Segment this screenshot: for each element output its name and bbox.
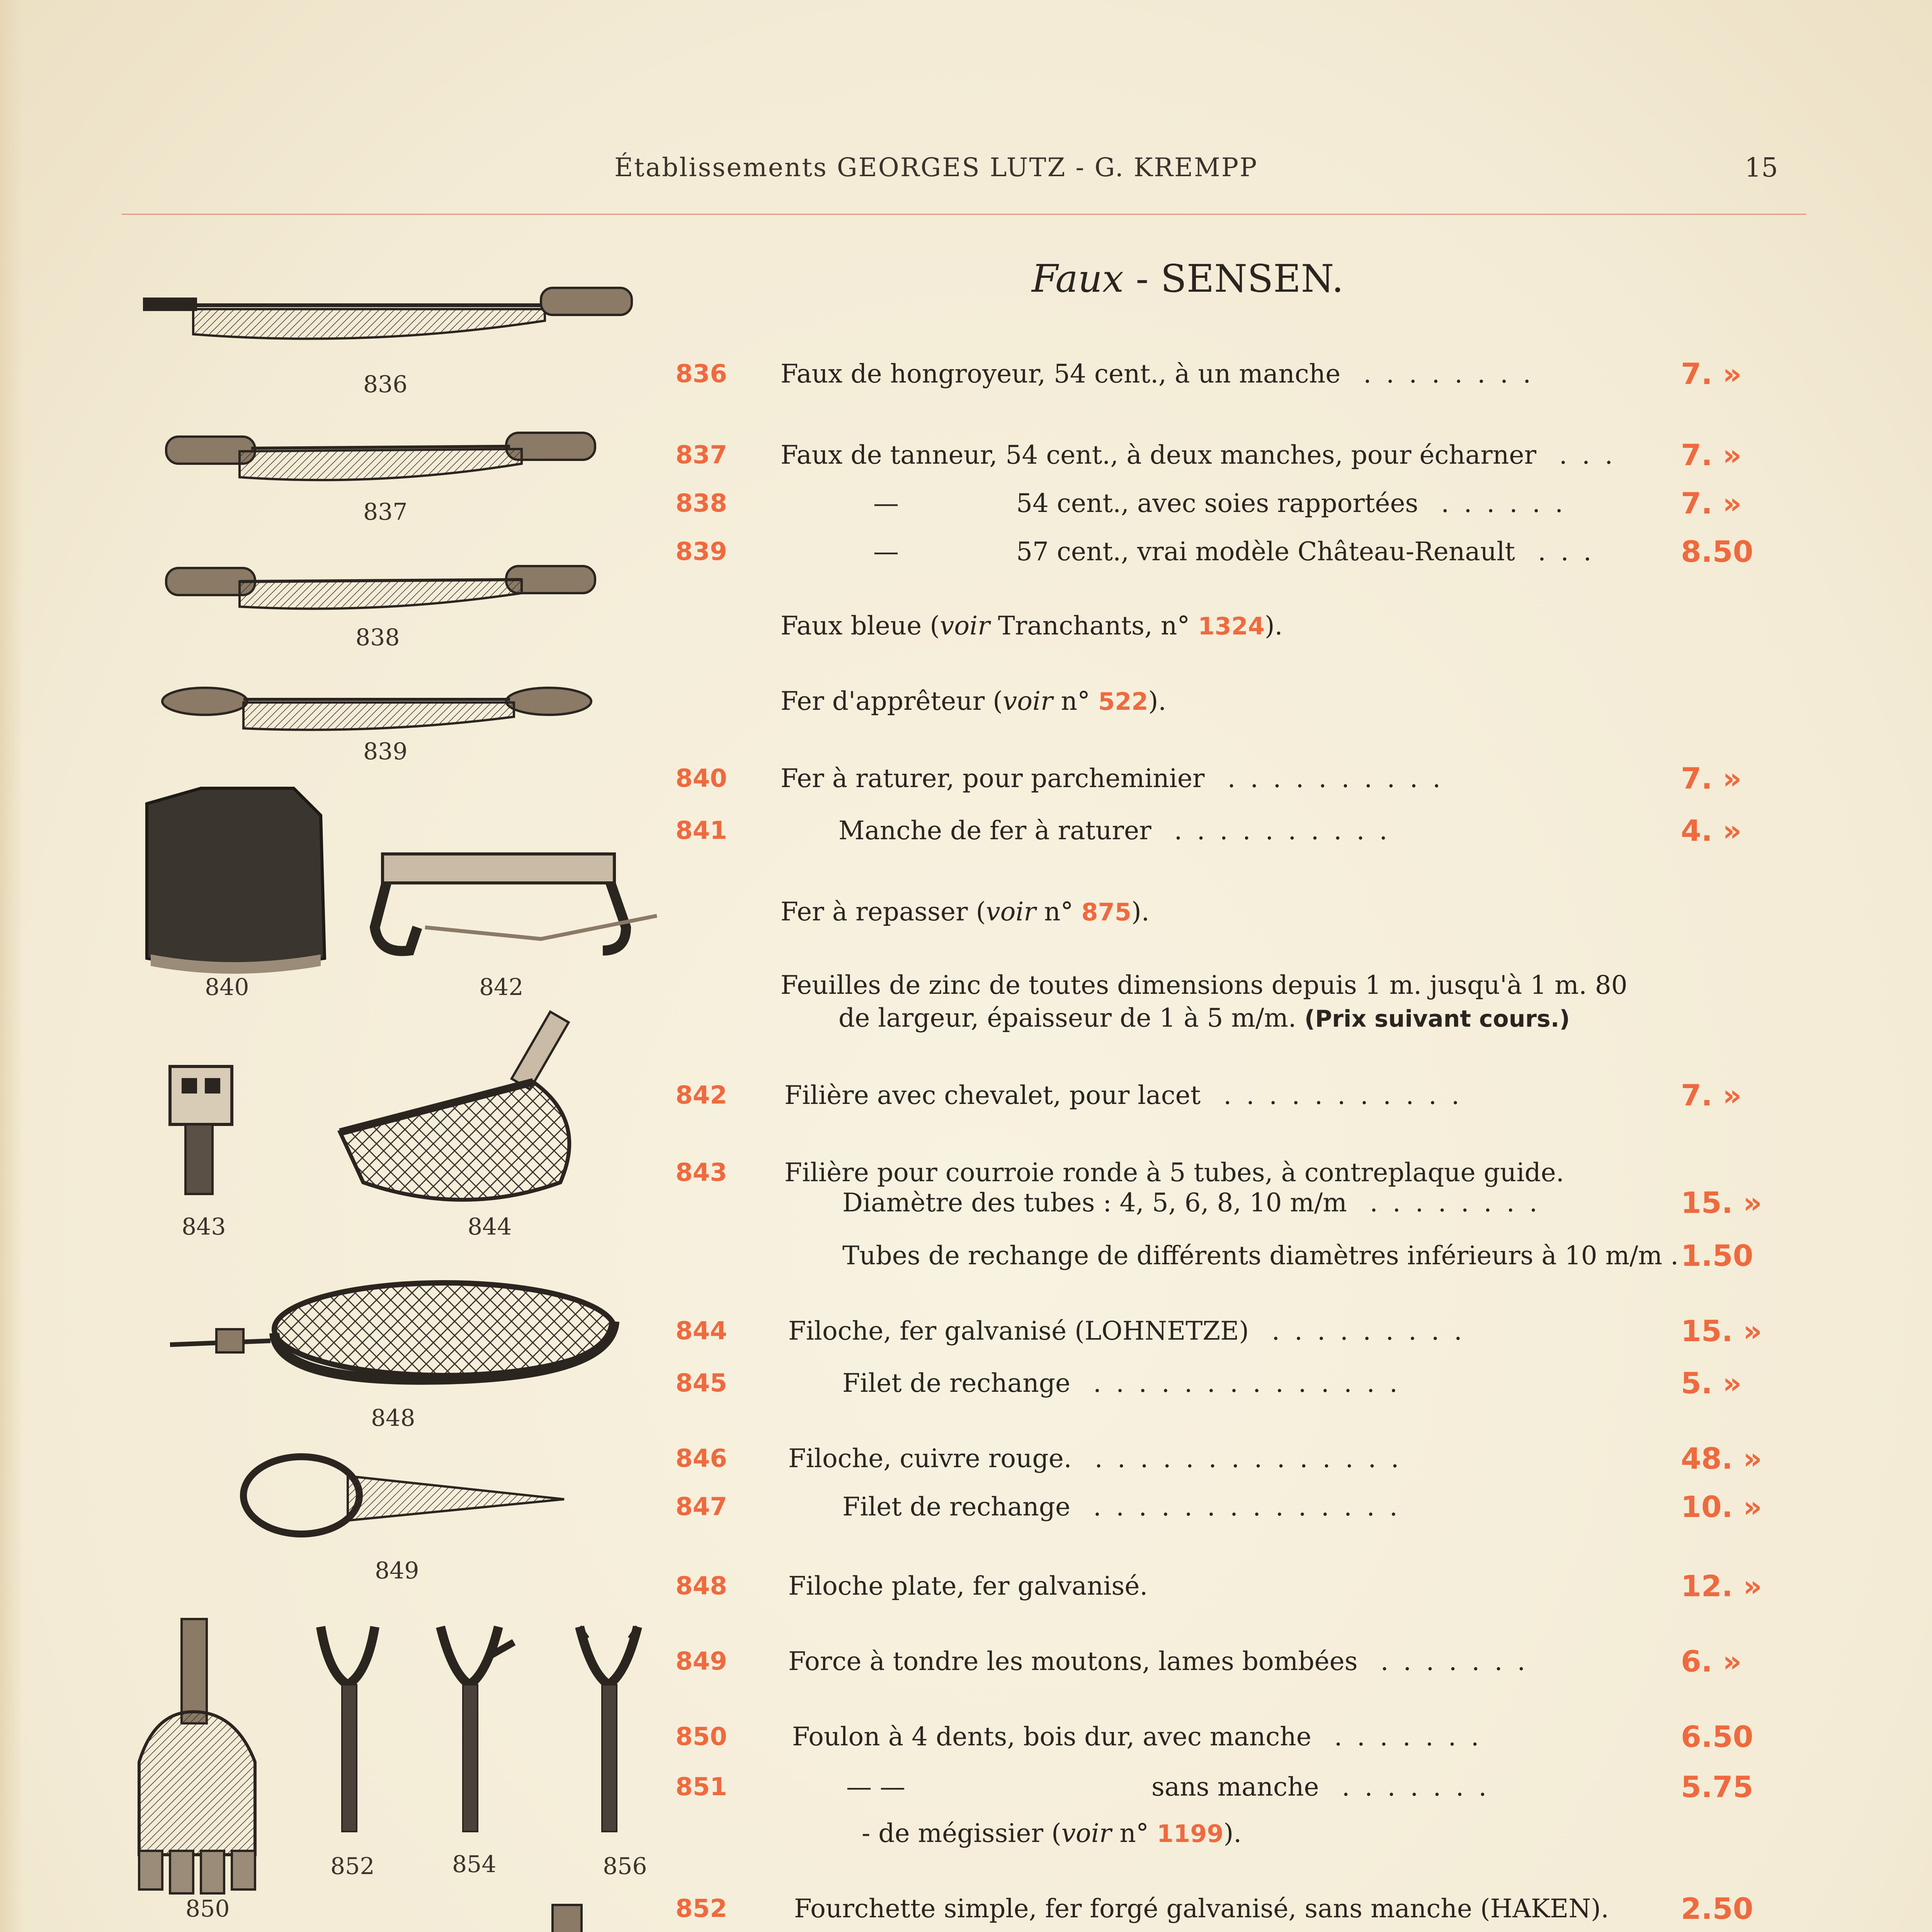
note-line-1: Feuilles de zinc de toutes dimensions depuis 1 m. jusqu'à 1 m. 80 — [781, 970, 1628, 1000]
item-description: Tubes de rechange de différents diamètres inférieurs à 10 m/m . — [842, 1241, 1679, 1270]
item-price: 1.50 — [1681, 1238, 1753, 1273]
item-ref: 841 — [675, 816, 727, 845]
item-price: 5. » — [1681, 1366, 1742, 1400]
item-price: 6.50 — [1681, 1719, 1753, 1754]
item-price: 15. » — [1681, 1185, 1762, 1220]
item-ref: 843 — [675, 1158, 727, 1187]
catalog-entry — [657, 1076, 1847, 1115]
item-description: Filoche plate, fer galvanisé. — [788, 1571, 1148, 1601]
catalog-entry — [657, 1768, 1847, 1806]
figure-label-848: 848 — [371, 1405, 415, 1432]
scraper-840-illustration — [147, 788, 325, 974]
item-description: Faux de tanneur, 54 cent., à deux manches, pour écharner ... — [781, 440, 1628, 470]
fuller-850-illustration — [139, 1619, 255, 1893]
illustrations-column — [0, 0, 692, 1932]
item-description: Manche de fer à raturer .......... — [838, 816, 1402, 845]
figure-label-856: 856 — [603, 1853, 647, 1880]
inline-ref: 522 — [1098, 687, 1148, 716]
item-ref: 850 — [675, 1723, 727, 1751]
figure-label-850: 850 — [185, 1895, 230, 1922]
die-843-illustration — [170, 1066, 232, 1194]
catalog-entry — [657, 1718, 1847, 1756]
note-line-2: de largeur, épaisseur de 1 à 5 m/m. (Prix suivant cours.) — [838, 1003, 1570, 1033]
figure-label-842: 842 — [479, 974, 524, 1001]
item-description: Filet de rechange .............. — [842, 1492, 1412, 1522]
figure-label-849: 849 — [375, 1557, 419, 1584]
item-price: 7. » — [1681, 1078, 1742, 1112]
catalog-entry — [657, 532, 1847, 571]
item-ref: 849 — [675, 1647, 727, 1676]
scythe-836-illustration — [143, 288, 632, 339]
item-price: 5.75 — [1681, 1770, 1753, 1804]
catalog-entry — [657, 1236, 1847, 1275]
item-ref: 845 — [675, 1369, 727, 1398]
catalog-entry — [657, 1488, 1847, 1526]
figure-label-838: 838 — [355, 624, 400, 651]
item-ref: 836 — [675, 360, 727, 388]
running-head: Établissements GEORGES LUTZ - G. KREMPP — [614, 153, 1258, 182]
item-price: 7. » — [1681, 438, 1742, 472]
catalog-entry-continuation — [657, 1184, 1847, 1222]
inline-ref: 1199 — [1156, 1820, 1224, 1848]
flat-sieve-848-illustration — [170, 1283, 614, 1380]
item-ref: 838 — [675, 489, 727, 518]
catalog-entry — [657, 436, 1847, 474]
catalog-entry — [657, 1439, 1847, 1478]
item-price: 48. » — [1681, 1441, 1762, 1476]
inline-ref: 875 — [1081, 898, 1131, 926]
item-description: sans manche ....... — [1151, 1772, 1502, 1802]
item-description: Fer à raturer, pour parcheminier .......... — [781, 764, 1456, 793]
ditto-mark: — — [873, 488, 899, 518]
pitchfork-860-illustration — [502, 1905, 638, 1932]
catalog-entry — [657, 1312, 1847, 1350]
scythe-837-illustration — [166, 433, 595, 480]
item-price: 7. » — [1681, 357, 1742, 391]
section-title-dash: - — [1136, 257, 1149, 301]
figure-label-839: 839 — [363, 738, 408, 765]
item-ref: 842 — [675, 1081, 727, 1110]
item-ref: 837 — [675, 441, 727, 469]
item-description-line-1: Filière pour courroie ronde à 5 tubes, à contreplaque guide. — [784, 1158, 1564, 1187]
item-description: Filet de rechange .............. — [842, 1368, 1412, 1398]
item-ref: 851 — [675, 1773, 727, 1801]
item-price: 7. » — [1681, 761, 1742, 796]
figure-label-854: 854 — [452, 1851, 497, 1878]
cross-reference: Fer d'apprêteur (voir n° 522). — [781, 686, 1167, 716]
ditto-mark: — — [873, 537, 899, 566]
item-ref: 847 — [675, 1493, 727, 1521]
figure-label-852: 852 — [330, 1853, 375, 1880]
item-ref: 844 — [675, 1317, 727, 1345]
scythe-838-illustration — [166, 566, 595, 609]
fork-852-illustration — [321, 1627, 375, 1832]
item-description: Fourchette simple, fer forgé galvanisé, sans manche (HAKEN). — [794, 1894, 1609, 1923]
item-description: Foulon à 4 dents, bois dur, avec manche ....... — [792, 1722, 1494, 1752]
page-number: 15 — [1745, 153, 1778, 183]
item-ref: 839 — [675, 537, 727, 566]
cross-reference: - de mégissier (voir n° 1199). — [862, 1818, 1242, 1848]
scoop-net-844-illustration — [340, 1012, 569, 1200]
fork-854-illustration — [440, 1627, 514, 1832]
item-ref: 848 — [675, 1572, 727, 1600]
item-price: 7. » — [1681, 486, 1742, 520]
figure-label-840: 840 — [205, 974, 249, 1001]
item-price: 4. » — [1681, 813, 1742, 848]
inline-ref: 1324 — [1198, 612, 1265, 640]
item-ref: 852 — [675, 1895, 727, 1923]
figure-label-837: 837 — [363, 498, 408, 526]
figure-label-843: 843 — [182, 1213, 226, 1240]
figure-label-836: 836 — [363, 371, 408, 398]
section-title — [1032, 257, 1344, 301]
item-description: 54 cent., avec soies rapportées ...... — [1016, 488, 1578, 518]
section-title-de: SENSEN. — [1160, 257, 1344, 301]
item-price: 10. » — [1681, 1490, 1762, 1524]
item-ref: 840 — [675, 764, 727, 793]
catalog-entry — [657, 759, 1847, 798]
item-price: 12. » — [1681, 1569, 1762, 1603]
catalog-entry — [657, 811, 1847, 850]
item-description: Faux de hongroyeur, 54 cent., à un manche ........ — [781, 359, 1546, 389]
item-price: 8.50 — [1681, 534, 1753, 569]
item-description: Force à tondre les moutons, lames bombées ....... — [788, 1646, 1540, 1676]
item-price: 2.50 — [1681, 1891, 1753, 1926]
catalog-entry — [657, 1364, 1847, 1403]
item-ref: 846 — [675, 1444, 727, 1473]
item-description: Filière avec chevalet, pour lacet ........... — [784, 1080, 1475, 1110]
catalog-note — [657, 999, 1847, 1037]
catalog-entry — [657, 484, 1847, 523]
fork-856-illustration — [580, 1627, 638, 1832]
catalog-entry — [657, 1889, 1847, 1928]
item-description-line-2: Diamètre des tubes : 4, 5, 6, 8, 10 m/m ........ — [842, 1188, 1552, 1218]
scythe-839-illustration — [162, 688, 591, 730]
figure-label-844: 844 — [468, 1213, 512, 1240]
catalog-entry — [657, 355, 1847, 393]
section-title-fr: Faux — [1032, 257, 1124, 301]
catalog-entry — [657, 1567, 1847, 1605]
catalog-entry — [657, 1642, 1847, 1681]
item-price: 15. » — [1681, 1314, 1762, 1348]
ditto-mark: — — — [846, 1772, 905, 1802]
item-description: 57 cent., vrai modèle Château-Renault ... — [1016, 537, 1606, 566]
shears-849-illustration — [243, 1457, 564, 1534]
item-description: Filoche, fer galvanisé (LOHNETZE) ......... — [788, 1316, 1477, 1346]
die-stand-842-illustration — [375, 854, 657, 951]
cross-reference: Faux bleue (voir Tranchants, n° 1324). — [781, 611, 1283, 641]
item-price: 6. » — [1681, 1644, 1742, 1679]
item-description: Filoche, cuivre rouge. .............. — [788, 1444, 1414, 1473]
cross-reference: Fer à repasser (voir n° 875). — [781, 897, 1150, 927]
